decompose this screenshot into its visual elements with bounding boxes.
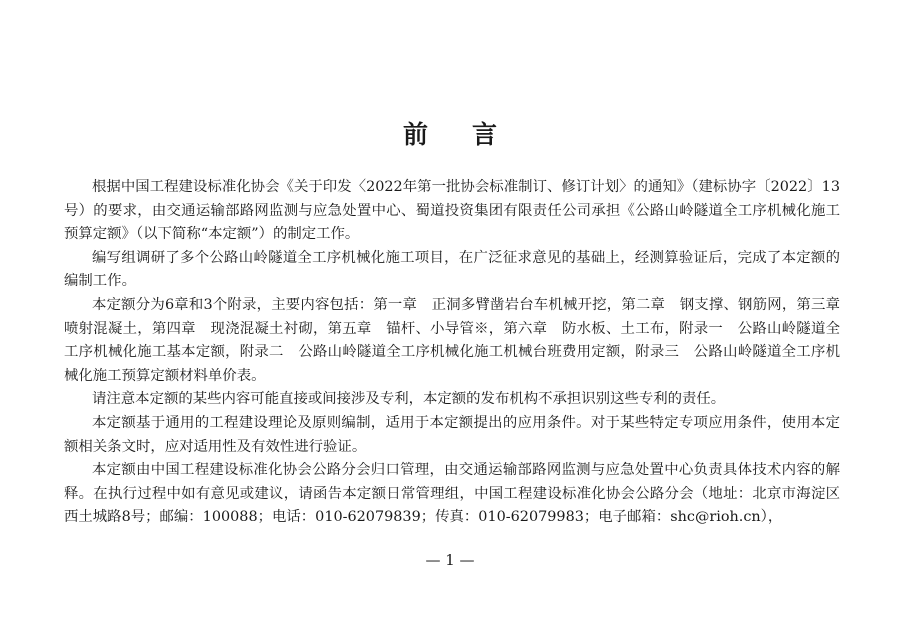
page-number: — 1 — [425, 551, 475, 569]
paragraph-research: 编写组调研了多个公路山岭隧道全工序机械化施工项目，在广泛征求意见的基础上，经测算验证后，完成了本定额的编制工作。 [64, 249, 840, 290]
paragraph-contents: 本定额分为6章和3个附录，主要内容包括：第一章 正洞多臂凿岩台车机械开挖，第二章 钢支撑、钢筋网，第三章 喷射混凝土，第四章 现浇混凝土衬砌，第五章 锚杆、小导管※，第六章 防水板、土工布，附录一 公路山岭隧道全工序机械化施工基本定额，附录二 公路山岭隧道全工序机械化施工机械台班费用定额，附录三 公路山岭隧道全工序机械化施工预算定额材料单价表。 [64, 296, 855, 384]
page-title: 前言 [402, 120, 541, 149]
paragraph-applicability: 本定额基于通用的工程建设理论及原则编制，适用于本定额提出的应用条件。对于某些特定专项应用条件，使用本定额相关条文时，应对适用性及有效性进行验证。 [64, 414, 840, 455]
paragraph-patent-notice: 请注意本定额的某些内容可能直接或间接涉及专利，本定额的发布机构不承担识别这些专利的责任。 [92, 391, 726, 408]
paragraph-background: 根据中国工程建设标准化协会《关于印发〈2022年第一批协会标准制订、修订计划〉的通知》（建标协字〔2022〕13号）的要求，由交通运输部路网监测与应急处置中心、蜀道投资集团有限责任公司承担《公路山岭隧道全工序机械化施工预算定额》（以下简称“本定额”）的制定工作。 [64, 179, 840, 243]
body-text [64, 176, 855, 530]
paragraph-management: 本定额由中国工程建设标准化协会公路分会归口管理，由交通运输部路网监测与应急处置中心负责具体技术内容的解释。在执行过程中如有意见或建议，请函告本定额日常管理组，中国工程建设标准化协会公路分会（地址：北京市海淀区西土城路8号；邮编：100088；电话：010-62079839；传真：010-62079983；电子邮箱：shc@rioh.cn）， [64, 462, 840, 526]
